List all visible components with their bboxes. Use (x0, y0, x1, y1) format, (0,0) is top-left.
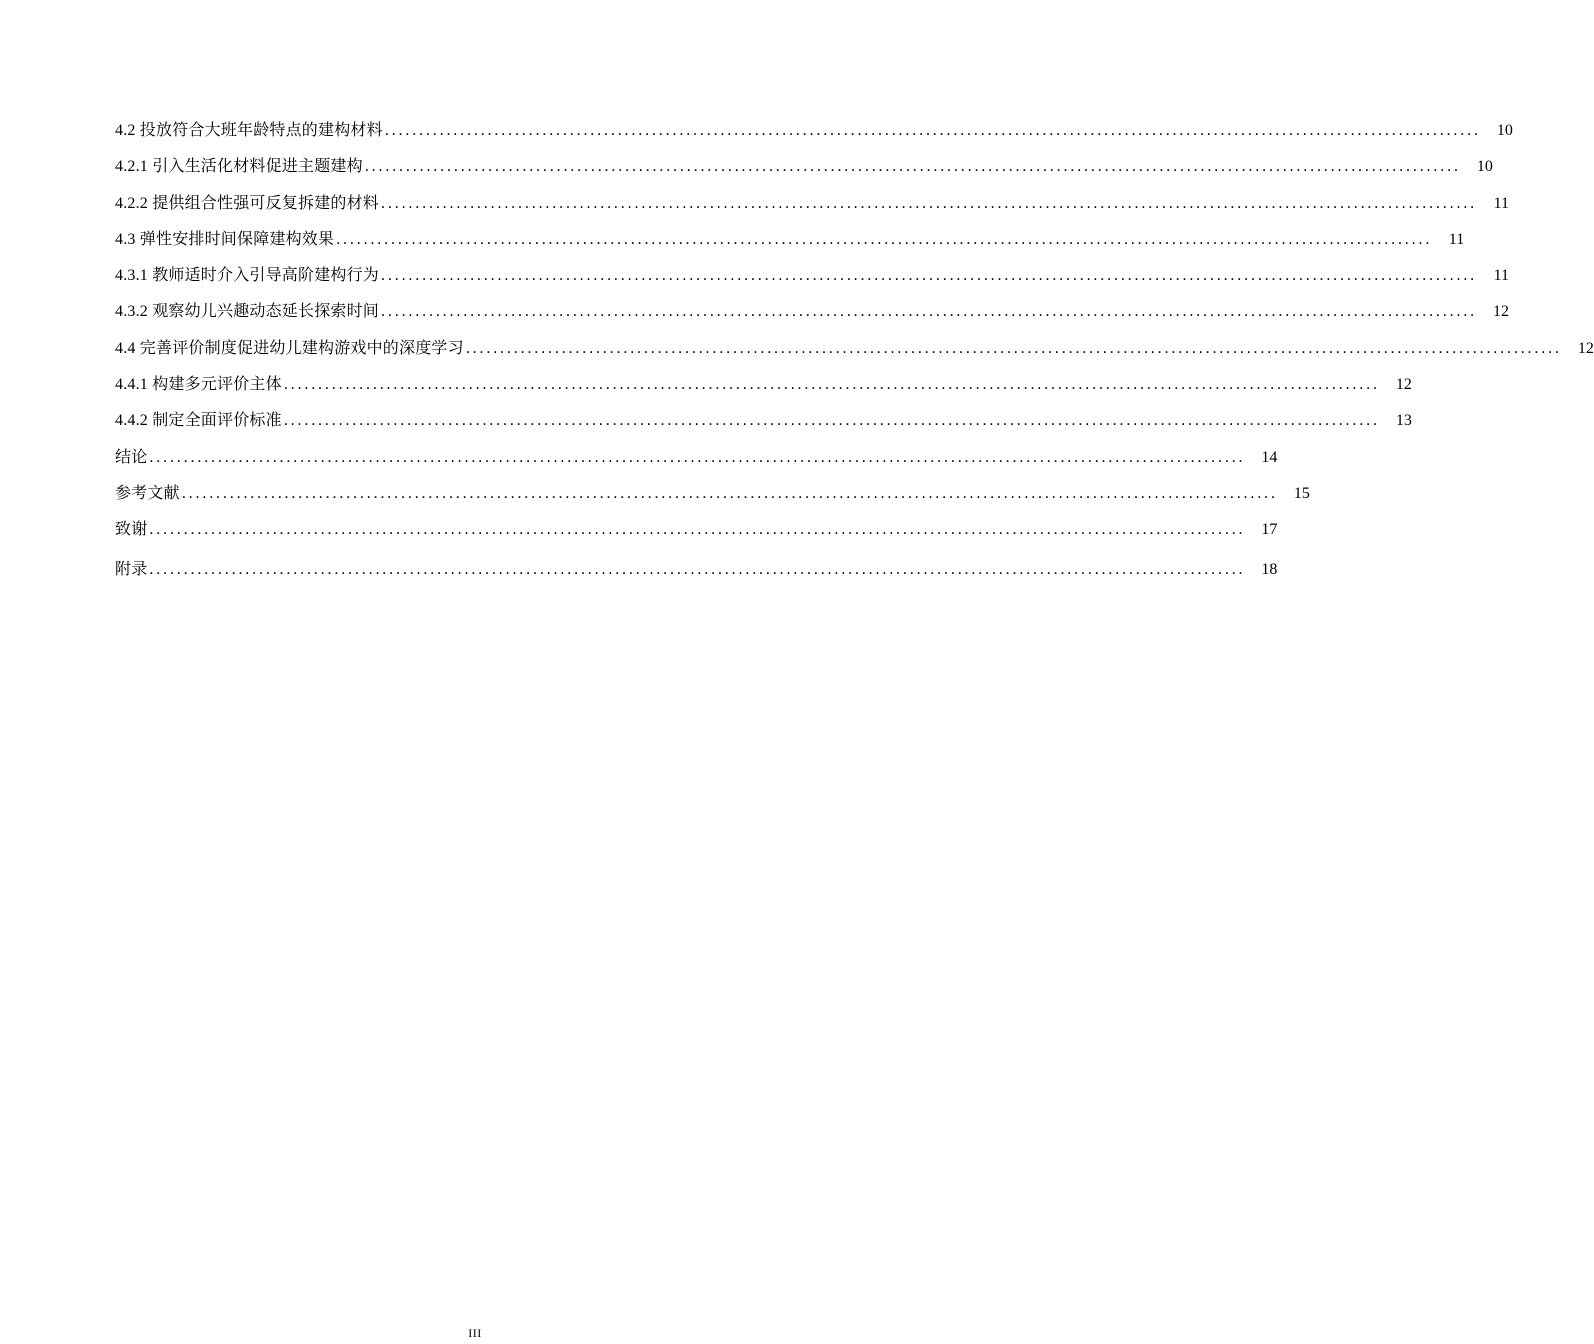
toc-entry-title: 4.2.2 提供组合性强可反复拆建的材料 (115, 191, 381, 217)
toc-entry[interactable] (115, 154, 1493, 190)
toc-entry-title: 4.4.2 制定全面评价标准 (115, 408, 284, 434)
toc-entry-page: 12 (1395, 376, 1412, 394)
toc-entry[interactable] (115, 227, 1465, 263)
toc-leader-dots: ................................................................................................................................................................ (149, 521, 1246, 539)
toc-entry[interactable] (115, 517, 1278, 553)
page-number-footer: III (468, 1326, 482, 1340)
toc-leader-dots: ................................................................................................................................................................ (381, 267, 1478, 285)
toc-entry-title: 4.3.1 教师适时介入引导高阶建构行为 (115, 263, 381, 289)
toc-entry-page: 12 (1493, 303, 1510, 321)
toc-entry-page: 10 (1476, 158, 1493, 176)
table-of-contents (115, 118, 1594, 593)
toc-entry-title: 致谢 (115, 517, 149, 543)
toc-entry-page: 10 (1496, 122, 1513, 139)
toc-entry-page: 15 (1293, 484, 1310, 502)
toc-entry[interactable] (115, 299, 1510, 335)
toc-leader-dots: ................................................................................................................................................................ (336, 230, 1433, 248)
toc-entry-title: 4.4 完善评价制度促进幼儿建构游戏中的深度学习 (115, 336, 466, 362)
toc-entry[interactable] (115, 191, 1510, 227)
toc-entry-page: 12 (1577, 339, 1594, 357)
toc-entry[interactable] (115, 336, 1594, 372)
toc-entry-page: 11 (1448, 230, 1465, 248)
toc-leader-dots: ................................................................................................................................................................ (181, 484, 1278, 502)
toc-entry[interactable] (115, 557, 1278, 593)
toc-leader-dots: ................................................................................................................................................................ (283, 412, 1380, 430)
toc-entry-page: 14 (1261, 448, 1278, 466)
toc-entry-title: 结论 (115, 445, 149, 471)
toc-leader-dots: ................................................................................................................................................................ (384, 122, 1481, 139)
toc-entry-page: 11 (1493, 194, 1510, 212)
toc-entry-page: 11 (1493, 267, 1510, 285)
toc-entry-title: 参考文献 (115, 481, 182, 507)
toc-entry-title: 4.2 投放符合大班年龄特点的建构材料 (115, 118, 385, 144)
toc-entry-page: 17 (1261, 521, 1278, 539)
toc-leader-dots: ................................................................................................................................................................ (465, 339, 1562, 357)
toc-leader-dots: ................................................................................................................................................................ (149, 448, 1246, 466)
toc-entry[interactable] (115, 372, 1412, 408)
toc-leader-dots: ................................................................................................................................................................ (381, 303, 1478, 321)
toc-entry-page: 13 (1395, 412, 1412, 430)
toc-entry-page: 18 (1261, 560, 1278, 578)
toc-entry-title: 4.3 弹性安排时间保障建构效果 (115, 227, 336, 253)
toc-entry-title: 4.2.1 引入生活化材料促进主题建构 (115, 154, 365, 180)
toc-leader-dots: ................................................................................................................................................................ (364, 158, 1461, 176)
toc-entry[interactable] (115, 481, 1310, 517)
toc-entry[interactable] (115, 263, 1510, 299)
toc-leader-dots: ................................................................................................................................................................ (283, 376, 1380, 394)
toc-leader-dots: ................................................................................................................................................................ (149, 560, 1246, 578)
toc-entry-title: 4.3.2 观察幼儿兴趣动态延长探索时间 (115, 299, 381, 325)
toc-entry[interactable] (115, 445, 1278, 481)
toc-entry-title: 4.4.1 构建多元评价主体 (115, 372, 284, 398)
toc-entry[interactable] (115, 118, 1513, 154)
toc-entry[interactable] (115, 408, 1412, 444)
toc-entry-title: 附录 (115, 557, 149, 583)
toc-leader-dots: ................................................................................................................................................................ (381, 194, 1478, 212)
